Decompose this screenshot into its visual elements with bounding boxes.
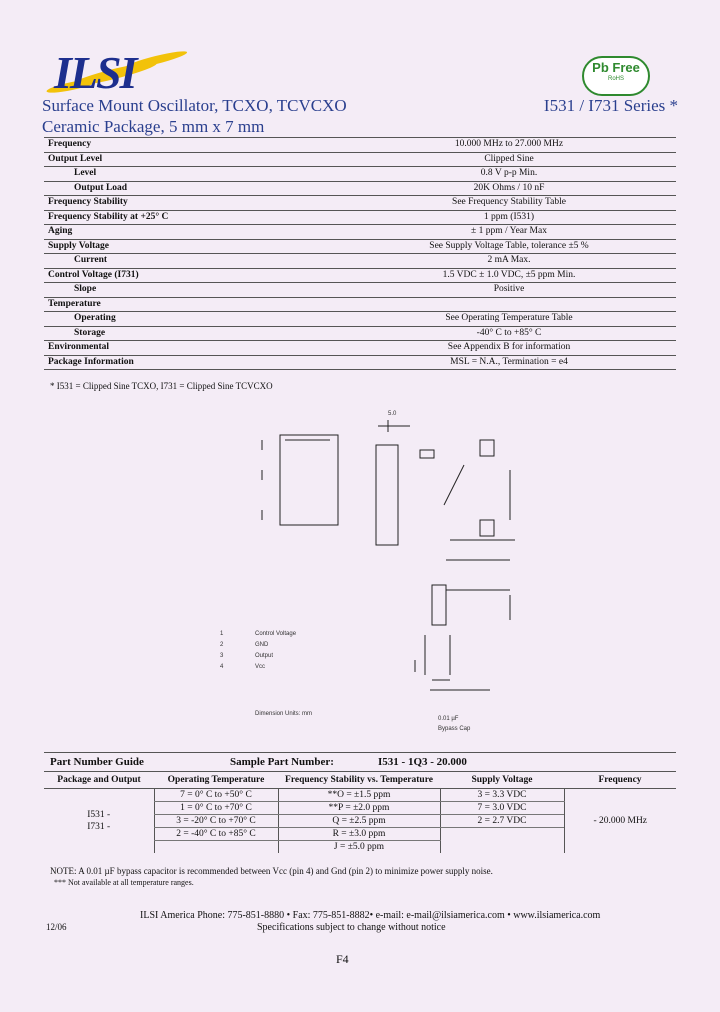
spec-value: -40° C to +85° C xyxy=(342,326,676,341)
contact-info: ILSI America Phone: 775-851-8880 • Fax: 775-851-8882• e-mail: e-mail@ilsiamerica.com • www.ilsiamerica.com xyxy=(140,910,601,921)
spec-row xyxy=(44,239,676,254)
svg-text:Vcc: Vcc xyxy=(255,664,266,670)
spec-table xyxy=(44,137,676,370)
spec-row xyxy=(44,341,676,356)
stability-option: Q = ±2.5 ppm xyxy=(278,815,440,828)
part-number-table xyxy=(44,771,676,853)
spec-value: 1.5 VDC ± 1.0 VDC, ±5 ppm Min. xyxy=(342,268,676,283)
series-footnote: * I531 = Clipped Sine TCXO, I731 = Clipped Sine TCVCXO xyxy=(50,381,273,391)
voltage-empty xyxy=(440,828,564,841)
part-guide-title: Part Number Guide xyxy=(50,756,144,768)
spec-value: 2 mA Max. xyxy=(342,254,676,269)
package-option: I731 - xyxy=(87,822,111,832)
spec-row xyxy=(44,167,676,182)
spec-value: See Supply Voltage Table, tolerance ±5 % xyxy=(342,239,676,254)
spec-label: Frequency Stability at +25° C xyxy=(44,210,342,225)
svg-text:Control Voltage: Control Voltage xyxy=(255,631,297,637)
sample-part-label: Sample Part Number: xyxy=(230,756,334,768)
svg-text:ILSI: ILSI xyxy=(54,48,136,96)
pb-free-badge xyxy=(582,56,650,96)
availability-note: *** Not available at all temperature ranges. xyxy=(54,878,194,887)
stability-option: **O = ±1.5 ppm xyxy=(278,789,440,802)
spec-label: Environmental xyxy=(44,341,342,356)
spec-value: ± 1 ppm / Year Max xyxy=(342,225,676,240)
svg-text:2: 2 xyxy=(220,642,224,648)
spec-label: Package Information xyxy=(44,355,342,370)
sample-part-number: I531 - 1Q3 - 20.000 xyxy=(378,756,467,768)
voltage-option: 7 = 3.0 VDC xyxy=(440,802,564,815)
spec-label: Frequency Stability xyxy=(44,196,342,211)
spec-change-note: Specifications subject to change without notice xyxy=(257,922,446,933)
svg-text:4: 4 xyxy=(220,664,224,670)
svg-text:Output: Output xyxy=(255,653,274,659)
spec-label: Aging xyxy=(44,225,342,240)
col-stability: Frequency Stability vs. Temperature xyxy=(278,772,440,789)
svg-text:GND: GND xyxy=(255,642,269,648)
spec-row xyxy=(44,254,676,269)
spec-value: See Appendix B for information xyxy=(342,341,676,356)
spec-value: 10.000 MHz to 27.000 MHz xyxy=(342,138,676,153)
page-subtitle: Ceramic Package, 5 mm x 7 mm xyxy=(42,117,265,136)
stability-option: J = ±5.0 ppm xyxy=(278,841,440,854)
spec-row xyxy=(44,297,676,312)
spec-row xyxy=(44,283,676,298)
page-number: F4 xyxy=(336,952,349,966)
spec-value: Positive xyxy=(342,283,676,298)
spec-label: Supply Voltage xyxy=(44,239,342,254)
package-drawings xyxy=(210,410,530,740)
spec-row xyxy=(44,225,676,240)
spec-label: Slope xyxy=(44,283,342,298)
bypass-note: NOTE: A 0.01 µF bypass capacitor is recommended between Vcc (pin 4) and Gnd (pin 2) to minimize power supply noise. xyxy=(50,866,493,876)
part-number-guide-header xyxy=(44,752,676,769)
package-cell xyxy=(44,789,154,854)
col-package: Package and Output xyxy=(44,772,154,789)
spec-label: Current xyxy=(44,254,342,269)
spec-value: See Operating Temperature Table xyxy=(342,312,676,327)
temp-option: 3 = -20° C to +70° C xyxy=(154,815,278,828)
spec-row xyxy=(44,355,676,370)
spec-label: Temperature xyxy=(44,297,342,312)
rohs-label: RoHS xyxy=(607,76,624,82)
svg-text:1: 1 xyxy=(220,631,224,637)
page-title: Surface Mount Oscillator, TCXO, TCVCXO xyxy=(42,96,347,115)
spec-value xyxy=(342,297,676,312)
spec-label: Storage xyxy=(44,326,342,341)
spec-row xyxy=(44,138,676,153)
pb-free-label: Pb Free xyxy=(592,60,640,75)
spec-label: Operating xyxy=(44,312,342,327)
stability-option: R = ±3.0 ppm xyxy=(278,828,440,841)
voltage-empty xyxy=(440,841,564,854)
spec-value: 20K Ohms / 10 nF xyxy=(342,181,676,196)
svg-text:Bypass Cap: Bypass Cap xyxy=(438,726,471,732)
temp-option: 7 = 0° C to +50° C xyxy=(154,789,278,802)
revision-date: 12/06 xyxy=(46,922,67,932)
temp-option: 1 = 0° C to +70° C xyxy=(154,802,278,815)
col-temperature: Operating Temperature xyxy=(154,772,278,789)
svg-text:Dimension Units: mm: Dimension Units: mm xyxy=(255,711,313,717)
package-option: I531 - xyxy=(87,810,111,820)
temp-option: 2 = -40° C to +85° C xyxy=(154,828,278,841)
spec-row xyxy=(44,152,676,167)
spec-row xyxy=(44,196,676,211)
spec-value: MSL = N.A., Termination = e4 xyxy=(342,355,676,370)
voltage-option: 2 = 2.7 VDC xyxy=(440,815,564,828)
spec-value: See Frequency Stability Table xyxy=(342,196,676,211)
spec-label: Control Voltage (I731) xyxy=(44,268,342,283)
stability-option: **P = ±2.0 ppm xyxy=(278,802,440,815)
svg-text:3: 3 xyxy=(220,653,224,659)
series-label: I531 / I731 Series * xyxy=(543,96,678,115)
spec-value: Clipped Sine xyxy=(342,152,676,167)
spec-value: 0.8 V p-p Min. xyxy=(342,167,676,182)
col-frequency: Frequency xyxy=(564,772,676,789)
spec-row xyxy=(44,268,676,283)
spec-label: Frequency xyxy=(44,138,342,153)
temp-empty xyxy=(154,841,278,854)
spec-row xyxy=(44,181,676,196)
ilsi-logo xyxy=(44,48,192,96)
col-voltage: Supply Voltage xyxy=(440,772,564,789)
spec-row xyxy=(44,326,676,341)
spec-row xyxy=(44,210,676,225)
spec-label: Output Level xyxy=(44,152,342,167)
spec-row xyxy=(44,312,676,327)
frequency-option: - 20.000 MHz xyxy=(564,789,676,854)
spec-label: Level xyxy=(44,167,342,182)
voltage-option: 3 = 3.3 VDC xyxy=(440,789,564,802)
svg-text:0.01 µF: 0.01 µF xyxy=(438,716,459,722)
spec-label: Output Load xyxy=(44,181,342,196)
svg-text:5.0: 5.0 xyxy=(388,411,397,417)
spec-value: 1 ppm (I531) xyxy=(342,210,676,225)
